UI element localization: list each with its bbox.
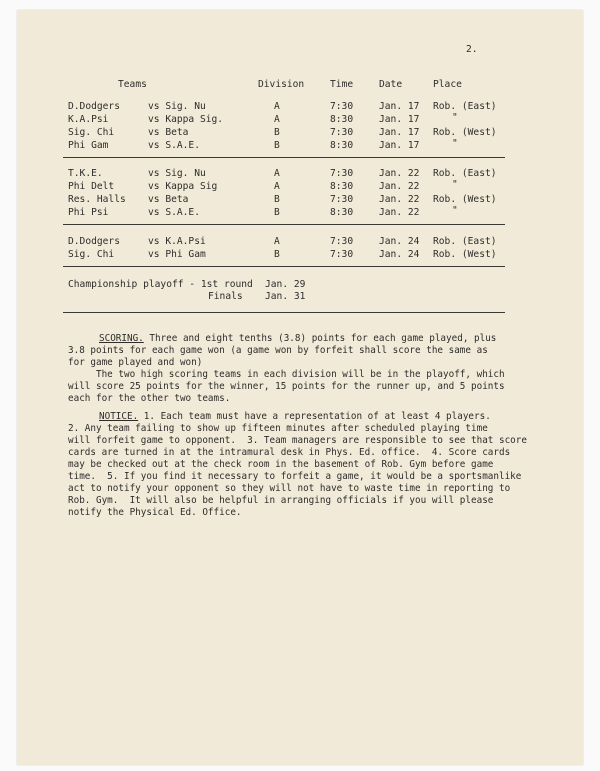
header-place: Place: [433, 79, 462, 90]
team1-cell: Phi Delt: [68, 181, 115, 192]
divider: [63, 224, 505, 225]
date-cell: Jan. 22: [379, 194, 420, 205]
opponent-cell: vs Phi Gam: [148, 249, 206, 260]
date-cell: Jan. 22: [379, 207, 420, 218]
finals-date: Jan. 31: [265, 291, 306, 302]
page-number: 2.: [466, 44, 478, 55]
place-cell: Rob. (East): [433, 168, 497, 179]
time-cell: 8:30: [330, 181, 354, 192]
place-cell: Rob. (West): [433, 127, 497, 138]
scoring-heading: SCORING.: [99, 333, 144, 344]
header-time: Time: [330, 79, 354, 90]
team1-cell: K.A.Psi: [68, 114, 109, 125]
time-cell: 7:30: [330, 194, 354, 205]
scoring-line: for game played and won): [68, 357, 203, 368]
finals-label: Finals: [208, 291, 243, 302]
header-teams: Teams: [118, 79, 147, 90]
place-cell: Rob. (East): [433, 101, 497, 112]
scoring-line: 3.8 points for each game won (a game won by forfeit shall score the same as: [68, 345, 488, 356]
scoring-line: each for the other two teams.: [68, 393, 231, 404]
time-cell: 7:30: [330, 249, 354, 260]
opponent-cell: vs K.A.Psi: [148, 236, 206, 247]
division-cell: B: [274, 249, 280, 260]
date-cell: Jan. 22: [379, 168, 420, 179]
team1-cell: Phi Psi: [68, 207, 109, 218]
division-cell: A: [274, 114, 280, 125]
time-cell: 7:30: [330, 236, 354, 247]
opponent-cell: vs S.A.E.: [148, 140, 200, 151]
division-cell: A: [274, 101, 280, 112]
time-cell: 8:30: [330, 207, 354, 218]
place-cell: ": [452, 138, 458, 149]
opponent-cell: vs Beta: [148, 194, 189, 205]
time-cell: 8:30: [330, 140, 354, 151]
date-cell: Jan. 17: [379, 127, 420, 138]
place-cell: ": [452, 205, 458, 216]
team1-cell: T.K.E.: [68, 168, 103, 179]
opponent-cell: vs Beta: [148, 127, 189, 138]
notice-line: notify the Physical Ed. Office.: [68, 507, 242, 518]
place-cell: Rob. (East): [433, 236, 497, 247]
opponent-cell: vs Kappa Sig: [148, 181, 218, 192]
date-cell: Jan. 24: [379, 236, 420, 247]
team1-cell: Sig. Chi: [68, 127, 115, 138]
scoring-text: Three and eight tenths (3.8) points for each game played, plus: [143, 333, 497, 344]
time-cell: 7:30: [330, 101, 354, 112]
header-division: Division: [258, 79, 305, 90]
scoring-line: The two high scoring teams in each division will be in the playoff, which: [68, 369, 505, 380]
notice-line: cards are turned in at the intramural desk in Phys. Ed. office. 4. Score cards: [68, 447, 511, 458]
place-cell: Rob. (West): [433, 194, 497, 205]
time-cell: 7:30: [330, 168, 354, 179]
team1-cell: D.Dodgers: [68, 101, 120, 112]
team1-cell: D.Dodgers: [68, 236, 120, 247]
divider: [63, 157, 505, 158]
division-cell: B: [274, 127, 280, 138]
team1-cell: Phi Gam: [68, 140, 109, 151]
scoring-line: [99, 333, 496, 345]
division-cell: A: [274, 168, 280, 179]
division-cell: B: [274, 140, 280, 151]
notice-heading: NOTICE.: [99, 411, 139, 422]
notice-line: may be checked out at the check room in the basement of Rob. Gym before game: [68, 459, 494, 470]
division-cell: A: [274, 236, 280, 247]
notice-line: [99, 411, 491, 423]
opponent-cell: vs Kappa Sig.: [148, 114, 224, 125]
opponent-cell: vs S.A.E.: [148, 207, 200, 218]
place-cell: ": [452, 179, 458, 190]
notice-line: will forfeit game to opponent. 3. Team managers are responsible to see that score: [68, 435, 527, 446]
team1-cell: Res. Halls: [68, 194, 126, 205]
notice-line: time. 5. If you find it necessary to forfeit a game, it would be a sportsmanlike: [68, 471, 522, 482]
notice-text: 1. Each team must have a representation of at least 4 players.: [138, 411, 491, 422]
division-cell: B: [274, 207, 280, 218]
header-date: Date: [379, 79, 403, 90]
team1-cell: Sig. Chi: [68, 249, 115, 260]
divider: [63, 266, 505, 267]
scoring-line: will score 25 points for the winner, 15 points for the runner up, and 5 points: [68, 381, 505, 392]
notice-line: act to notify your opponent so they will not have to waste time in reporting to: [68, 483, 511, 494]
notice-line: Rob. Gym. It will also be helpful in arranging officials if you will please: [68, 495, 494, 506]
playoff-label: Championship playoff - 1st round: [68, 279, 253, 290]
time-cell: 8:30: [330, 114, 354, 125]
divider: [63, 312, 505, 313]
date-cell: Jan. 17: [379, 101, 420, 112]
division-cell: B: [274, 194, 280, 205]
notice-line: 2. Any team failing to show up fifteen minutes after scheduled playing time: [68, 423, 488, 434]
division-cell: A: [274, 181, 280, 192]
playoff-date: Jan. 29: [265, 279, 306, 290]
date-cell: Jan. 17: [379, 114, 420, 125]
opponent-cell: vs Sig. Nu: [148, 101, 206, 112]
date-cell: Jan. 24: [379, 249, 420, 260]
place-cell: ": [452, 112, 458, 123]
date-cell: Jan. 17: [379, 140, 420, 151]
date-cell: Jan. 22: [379, 181, 420, 192]
place-cell: Rob. (West): [433, 249, 497, 260]
opponent-cell: vs Sig. Nu: [148, 168, 206, 179]
time-cell: 7:30: [330, 127, 354, 138]
